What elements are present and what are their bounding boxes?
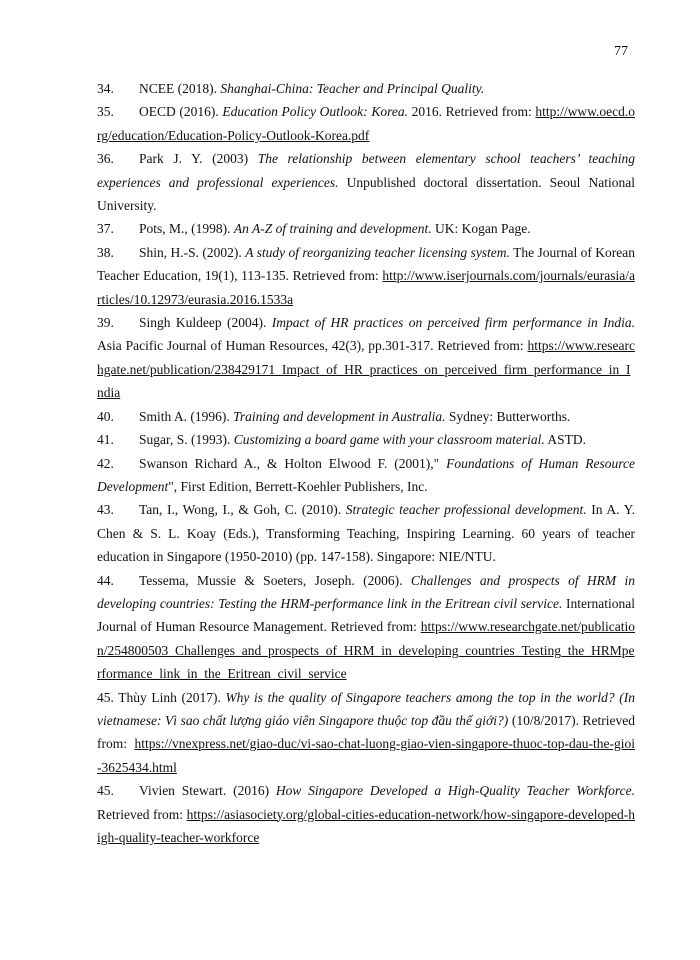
reference-title: Training and development in Australia. — [233, 408, 446, 424]
reference-number: 44. — [97, 572, 114, 588]
reference-item — [97, 217, 635, 240]
reference-authors: Park J. Y. (2003) — [139, 151, 258, 167]
reference-number: 35. — [97, 104, 114, 120]
reference-title: Strategic teacher professional development. — [345, 502, 587, 518]
reference-details: ", First Edition, Berrett-Koehler Publishers, Inc. — [168, 478, 428, 494]
reference-item — [97, 241, 635, 311]
reference-number: 41. — [97, 432, 114, 448]
reference-details: UK: Kogan Page. — [431, 221, 531, 237]
reference-authors: NCEE (2018). — [139, 81, 221, 96]
reference-title: An A-Z of training and development. — [233, 221, 432, 237]
reference-item — [97, 405, 635, 428]
reference-number: 38. — [97, 244, 114, 260]
reference-title: The relationship between elementary school teachers’ teaching experiences and professional experiences. — [97, 151, 636, 190]
reference-details: The Journal of Korean Teacher Education, 19(1), 113-135. Retrieved from: — [97, 244, 635, 284]
reference-item — [97, 452, 635, 499]
reference-details: (10/8/2017). Retrieved from: — [97, 712, 635, 752]
reference-title: Education Policy Outlook: Korea. — [222, 104, 408, 120]
reference-title: Challenges and prospects of HRM in developing countries: Testing the HRM-performance link in the Eritrean civil service. — [97, 572, 635, 611]
reference-number: 43. — [97, 502, 114, 518]
reference-authors: Singh Kuldeep (2004). — [139, 315, 272, 331]
reference-title: Impact of HR practices on perceived firm performance in India. — [271, 315, 636, 331]
reference-item — [97, 77, 635, 100]
reference-item — [97, 428, 635, 451]
reference-item — [97, 147, 635, 217]
reference-authors: Tan, I., Wong, I., & Goh, C. (2010). — [139, 502, 346, 518]
reference-number: 39. — [97, 315, 114, 331]
reference-title: Why is the quality of Singapore teachers among the top in the world? (In vietnamese: Vì sao chất lượng giáo viên Singapore thuộc top đầu thế giới?) — [97, 689, 635, 728]
reference-item — [97, 686, 635, 780]
reference-title: How Singapore Developed a High-Quality Teacher Workforce. — [275, 783, 635, 799]
reference-title: Customizing a board game with your classroom material. — [233, 432, 545, 448]
reference-number: 40. — [97, 408, 114, 424]
reference-authors: Tessema, Mussie & Soeters, Joseph. (2006). — [139, 572, 411, 588]
reference-authors: Pots, M., (1998). — [139, 221, 234, 237]
reference-authors: OECD (2016). — [139, 104, 223, 120]
reference-details: International Journal of Human Resource Management. Retrieved from: — [97, 595, 635, 635]
reference-details: Asia Pacific Journal of Human Resources, 42(3), pp.301-317. Retrieved from: — [97, 338, 528, 354]
reference-number: 37. — [97, 221, 114, 237]
reference-authors: Smith A. (1996). — [139, 408, 234, 424]
reference-number: 42. — [97, 455, 114, 471]
reference-link[interactable]: http://www.oecd.org/education/Education-Policy-Outlook-Korea.pdf — [97, 104, 635, 143]
reference-details: Unpublished doctoral dissertation. Seoul National University. — [97, 174, 635, 214]
reference-number: 36. — [97, 151, 114, 167]
reference-number: 34. — [97, 81, 114, 96]
reference-list — [97, 77, 635, 849]
reference-details: 2016. Retrieved from: — [407, 104, 536, 120]
reference-item — [97, 779, 635, 849]
reference-item — [97, 311, 635, 405]
reference-authors: Shin, H.-S. (2002). — [139, 244, 246, 260]
reference-details: In A. Y. Chen & S. L. Koay (Eds.), Transforming Teaching, Inspiring Learning. 60 years of teacher education in Singapore (1950-2010) (pp. 147-158). Singapore: NIE/NTU. — [97, 502, 635, 565]
reference-number: 45. — [97, 689, 119, 705]
reference-title: A study of reorganizing teacher licensing system. — [245, 244, 510, 260]
reference-link[interactable]: http://www.iserjournals.com/journals/eurasia/articles/10.12973/eurasia.2016.1533a — [97, 268, 635, 307]
reference-authors: Swanson Richard A., & Holton Elwood F. (2001)," — [139, 455, 447, 471]
reference-item — [97, 498, 635, 568]
reference-authors: Vivien Stewart. (2016) — [139, 783, 276, 799]
reference-link[interactable]: https://asiasociety.org/global-cities-education-network/how-singapore-developed-high-quality-teacher-workforce — [97, 806, 635, 845]
page-number: 77 — [614, 44, 628, 59]
reference-number: 45. — [97, 783, 114, 799]
reference-authors: Thùy Linh (2017). — [118, 689, 226, 705]
reference-item — [97, 100, 635, 147]
reference-details: Retrieved from: — [97, 806, 187, 822]
reference-title: Shanghai-China: Teacher and Principal Quality. — [220, 81, 485, 96]
reference-item — [97, 569, 635, 686]
reference-details: Sydney: Butterworths. — [445, 408, 571, 424]
reference-authors: Sugar, S. (1993). — [139, 432, 234, 448]
reference-link[interactable]: https://www.researchgate.net/publication/254800503_Challenges_and_prospects_of_HRM_in_developing_countries_Testing_the_HRMperformance_link_in_the_Eritrean_civil_service — [97, 619, 635, 682]
reference-title: Foundations of Human Resource Development — [97, 455, 635, 494]
reference-details: ASTD. — [544, 432, 586, 448]
reference-link[interactable]: https://vnexpress.net/giao-duc/vi-sao-chat-luong-giao-vien-singapore-thuoc-top-dau-the-gioi-3625434.html — [97, 736, 635, 775]
reference-link[interactable]: https://www.researchgate.net/publication/238429171_Impact_of_HR_practices_on_perceived_firm_performance_in_India — [97, 338, 635, 401]
